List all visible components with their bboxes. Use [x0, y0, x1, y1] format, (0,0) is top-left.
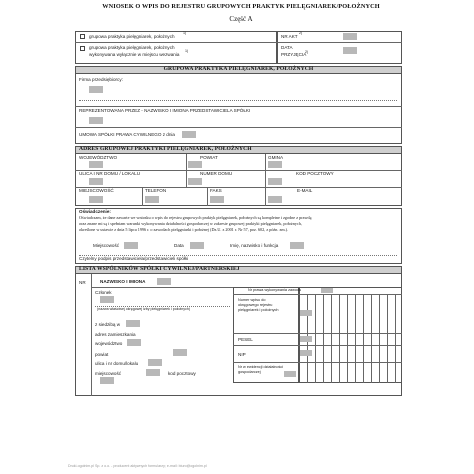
seat-label: z siedzibą w — [95, 322, 121, 327]
house-number-field[interactable] — [188, 178, 202, 185]
statement-date-field[interactable] — [190, 242, 204, 249]
pesel-field[interactable] — [300, 336, 312, 342]
county-label: POWIAT — [200, 155, 218, 160]
option1-checkbox[interactable] — [80, 34, 85, 39]
partner-voivodeship-label: województwo — [95, 341, 123, 346]
nr-akt-label: NR AKT — [281, 34, 298, 39]
business-registry-label: Nr w ewidencji działalności gospodarczej — [238, 365, 284, 374]
statement-title: Oświadczenie: — [79, 209, 111, 214]
partner-postal-label: kod pocztowy — [168, 371, 196, 376]
option2-footnote: 1) — [185, 49, 189, 53]
residence-label: adres zamieszkania — [95, 332, 136, 337]
postal-code-field[interactable] — [268, 178, 282, 185]
partner-name-field[interactable] — [157, 278, 171, 285]
signature-label: Czytelny podpis przedstawiciela/przedstawicieli spółki — [79, 256, 189, 261]
data-przyjecia-label-line1: DATA — [281, 45, 293, 50]
contract-date-field[interactable] — [182, 131, 196, 138]
section3-nr-label: NR — [79, 280, 86, 285]
house-number-label: NUMER DOMU — [200, 171, 233, 176]
email-field[interactable] — [268, 196, 282, 203]
city-label: MIEJSCOWOŚĆ — [79, 188, 114, 193]
phone-field[interactable] — [145, 196, 159, 203]
statement-text-line2: oraz znane mi są i spełniam warunki wykonywania działalności gospodarczej w zakresie grupowej praktyki pielęgniarek, położnych, — [79, 221, 302, 226]
partner-street-field[interactable] — [148, 359, 162, 366]
municipality-label: GMINA — [268, 155, 284, 160]
member-label: Członek — [95, 290, 112, 295]
data-przyjecia-field[interactable] — [343, 47, 357, 54]
registry-number-label: Numer wpisu do okręgowego rejestru pielęgniarek i położnych — [238, 298, 279, 312]
nr-akt-footnote: 2) — [299, 31, 303, 35]
statement-place-label: Miejscowość — [93, 243, 120, 248]
option1-footnote: 1) — [183, 31, 187, 35]
option1-label: grupowa praktyka pielęgniarek, położnych — [89, 34, 175, 39]
business-registry-field[interactable] — [284, 371, 296, 377]
street-field[interactable] — [89, 178, 103, 185]
statement-place-field[interactable] — [124, 242, 138, 249]
representative-label: REPREZENTOWANA PRZEZ - NAZWISKO I IMIONA PRZEDSTAWICIELA SPÓŁKI — [79, 108, 251, 113]
firm-field[interactable] — [89, 86, 103, 93]
statement-date-label: Data — [174, 243, 184, 248]
seat-field[interactable] — [126, 320, 140, 327]
city-field[interactable] — [89, 196, 103, 203]
statement-text-line1: Oświadczam, że dane zawarte we wniosku o wpis do rejestru grupowych praktyk pielęgniarek, położnych są kompletne i zgodne z prawdą — [79, 215, 312, 220]
contract-label: UMOWA SPÓŁKI PRAWA CYWILNEGO z dnia — [79, 132, 175, 137]
voivodeship-label: WOJEWÓDZTWO — [79, 155, 118, 160]
option2-checkbox[interactable] — [80, 46, 85, 51]
email-label: E-MAIL — [297, 188, 313, 193]
county-field[interactable] — [188, 161, 202, 168]
section3-title: LISTA WSPÓLNIKÓW SPÓŁKI CYWILNEJ/PARTNERSKIEJ — [79, 266, 240, 272]
registry-number-field[interactable] — [300, 310, 312, 316]
license-number-field[interactable] — [321, 288, 333, 293]
data-przyjecia-footnote: 2) — [305, 50, 309, 54]
municipality-field[interactable] — [268, 161, 282, 168]
nr-akt-field[interactable] — [343, 33, 357, 40]
partner-city-label: miejscowość — [95, 371, 122, 376]
partner-street-label: ulica i nr domu/lokalu — [95, 361, 139, 366]
form-title: WNIOSEK O WPIS DO REJESTRU GRUPOWYCH PRAKTYK PIELĘGNIAREK/POŁOŻNYCH — [102, 3, 380, 10]
street-label: ULICA I NR DOMU / LOKALU — [79, 171, 141, 176]
partner-county-label: powiat — [95, 352, 109, 357]
postal-code-label: KOD POCZTOWY — [296, 171, 334, 176]
statement-name-label: Imię, nazwisko i funkcja — [230, 243, 279, 248]
representative-field[interactable] — [89, 117, 103, 124]
statement-text-line3: określone w ustawie z dnia 5 lipca 1996 r. o zawodach pielęgniarki i położnej (Dz.U. z 2001 r. Nr 57, poz. 602, z późn. zm.). — [79, 227, 289, 232]
phone-label: TELEFON — [145, 188, 167, 193]
partner-postal-field[interactable] — [146, 369, 160, 376]
nip-label: NIP — [238, 352, 246, 357]
section1-title: GRUPOWA PRAKTYKA PIELĘGNIAREK, POŁOŻNYCH — [163, 66, 314, 72]
option2-label-line1: grupowa praktyka pielęgniarek, położnych — [89, 45, 175, 50]
partner-city-field[interactable] — [100, 377, 114, 384]
partner-name-header: NAZWISKO I IMIONA — [100, 279, 146, 284]
chamber-note: (nazwa właściwej okręgowej izby pielęgniarek i położnych) — [97, 307, 191, 311]
nip-field[interactable] — [300, 350, 312, 356]
fax-field[interactable] — [210, 196, 224, 203]
footer-text: Druki-ogolnim.pl Sp. z o.o. - producent aktywnych formularzy; e-mail: biuro@ogolnim.pl — [68, 464, 207, 468]
voivodeship-field[interactable] — [89, 161, 103, 168]
section2-title: ADRES GRUPOWEJ PRAKTYKI PIELĘGNIAREK, POŁOŻNYCH — [79, 146, 252, 152]
data-przyjecia-label-line2: PRZYJĘCIA — [281, 52, 307, 57]
pesel-label: PESEL — [238, 337, 253, 342]
member-field[interactable] — [100, 296, 114, 303]
option2-label-line2: wykonywana wyłącznie w miejscu wezwania — [89, 52, 180, 57]
partner-county-field[interactable] — [173, 349, 187, 356]
fax-label: FAKS — [210, 188, 222, 193]
form-part: Część A — [229, 15, 253, 23]
statement-name-field[interactable] — [290, 242, 304, 249]
partner-voivodeship-field[interactable] — [127, 339, 141, 346]
license-number-label: Nr prawa wykonywania zawodu — [248, 288, 302, 292]
firm-label: Firma przedsiębiorcy: — [79, 77, 123, 82]
